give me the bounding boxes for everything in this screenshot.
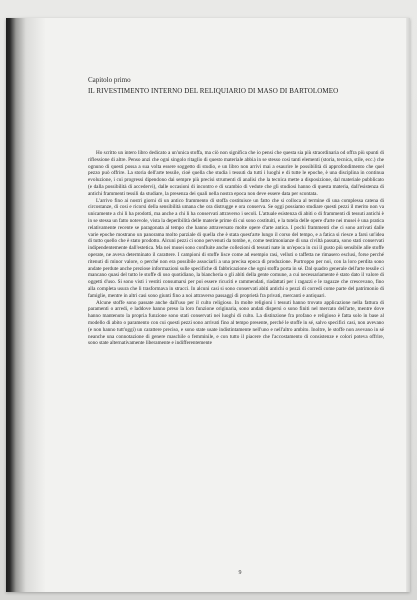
body-text — [88, 150, 384, 347]
paragraph-1: Ho scritto un intero libro dedicato a un'unica stoffa, ma ciò non significa che io pensi che questa sia più straordinaria od offra più spunti di riflessione di altre. Penso anzi che ogni singolo ritaglio di questo materiale abbia in se stesso così tanti elementi (storia, tecnica, stile, ecc.) che ognuno di questi possa a sua volta essere soggetto di studio, e un libro non arrivi mai a esaurire le possibilità di approfondimento che quel pezzo può offrire. La storia dell'arte tessile, cioè quella che studia i tessuti da tutti i luoghi e di tutte le epoche, è una disciplina in continua evoluzione, i cui progressi dipendono dai sempre più precisi strumenti di analisi che la tecnica mette a disposizione, dal materiale pubblicato (e dalla possibilità di accedervi), dalle occasioni di incontro e di scambio di vedute che gli studiosi hanno di questa materia, dall'esistenza di antichi frammenti tessili da studiare, la presenza dei quali nella nostra epoca non deve essere data per scontata. — [88, 150, 384, 197]
book-gutter — [6, 18, 46, 592]
chapter-title: IL RIVESTIMENTO INTERNO DEL RELIQUIARIO DI MASO DI BARTOLOMEO — [88, 87, 339, 95]
book-page — [6, 18, 410, 592]
page-content — [62, 18, 392, 592]
paragraph-3: Alcune stoffe sono passate anche dall'uso per il culto religioso. In molte religioni i tessuti hanno trovato applicazione nella fattura di paramenti o arredi, e laddove hanno preso la loro funzione originaria, sono andati dispersi o sono finiti nel mercato dell'arte, mentre dove hanno mantenuto la propria funzione sono stati conservati nei luoghi di culto. La distinzione fra profano e religioso è fatta solo in base al modello di abito o paramento con cui questi pezzi sono arrivati fino al tempo presente, perché le stoffe in sé, salvo specifici casi, non avevano (e non hanno tutt'oggi) un carattere preciso, e sono state usate indistintamente nell'uno e nell'altro ambito. Inoltre, le stoffe non avevano in sé neanche una connotazione di genere maschile o femminile, e con tutto il piacere che l'accostamento di consistenze e colori poteva offrire, sono state alternativamente liberamente e indifferentemente — [88, 299, 384, 347]
chapter-label: Capitolo primo — [88, 76, 131, 84]
page-edge — [406, 18, 410, 592]
page-number: 9 — [238, 570, 242, 576]
paragraph-2: L'arrivo fino ai nostri giorni di un antico frammento di stoffa costituisce un fatto che si colloca al termine di una complessa catena di circostanze, di cosi e ricorsi della sensibilità umana che ora distrugge e ora conserva. Se oggi possiamo studiare questi pezzi il merito non va unicamente a chi li ha prodotti, ma anche a chi li ha conservati attraverso i secoli. L'attuale esistenza di abiti o di frammenti di tessuti antichi è in se stessa un fatto notevole, vista la deperibilità delle materie prime di cui sono costituiti, e la tutela delle opere d'arte nei musei è una pratica relativamente recente se paragonata al tempo che hanno attraversato molte opere d'arte antica. I pochi frammenti che ci sono arrivati dalle varie epoche mostrano un panorama molto parziale di quella che è stata quest'arte lungo il corso del tempo, e a fatica si riesce a farsi un'idea di tutto quello che è stato prodotto. Alcuni pezzi ci sono pervenuti da tombe, e, come testimonianze di una civiltà passata, sono stati conservati indipendentemente dall'estetica. Ma nei musei sono confluite anche collezioni di tessuti nate in un'epoca in cui il gusto più sensibile alle stoffe operate, ne aveva determinato il carattere. I campioni di stoffe lisce come ad esempio rasi, velluti o taffetta ne rimasero esclusi, forse perché ritenuti di minor valore, o perché non era possibile associarli a una precisa epoca di produzione. Purtroppo per noi, con la loro perdita sono andate perdute anche preziose informazioni sulle specifiche di fabbricazione che ogni stoffa porta in sé. Dal quadro generale dell'arte tessile ci mancano quasi del tutto le stoffe di uso quotidiano, la biancheria o gli abiti della gente comune, a cui necessariamente è stato dato il valore di oggetti d'uso. Si sono visti i vestiti consumarsi per poi essere ricuciti e rammendati, riadattati per i ragazzi e le ragazze che crescevano, fino alla completa usura che li trasformava in stracci. In alcuni casi si sono conservati abiti antichi o pezzi di corredi come parte del patrimonio di famiglie, mentre in altri casi sono giunti fino a noi attraverso passaggi di proprietà fra privati, mercanti e antiquari. — [88, 197, 384, 299]
